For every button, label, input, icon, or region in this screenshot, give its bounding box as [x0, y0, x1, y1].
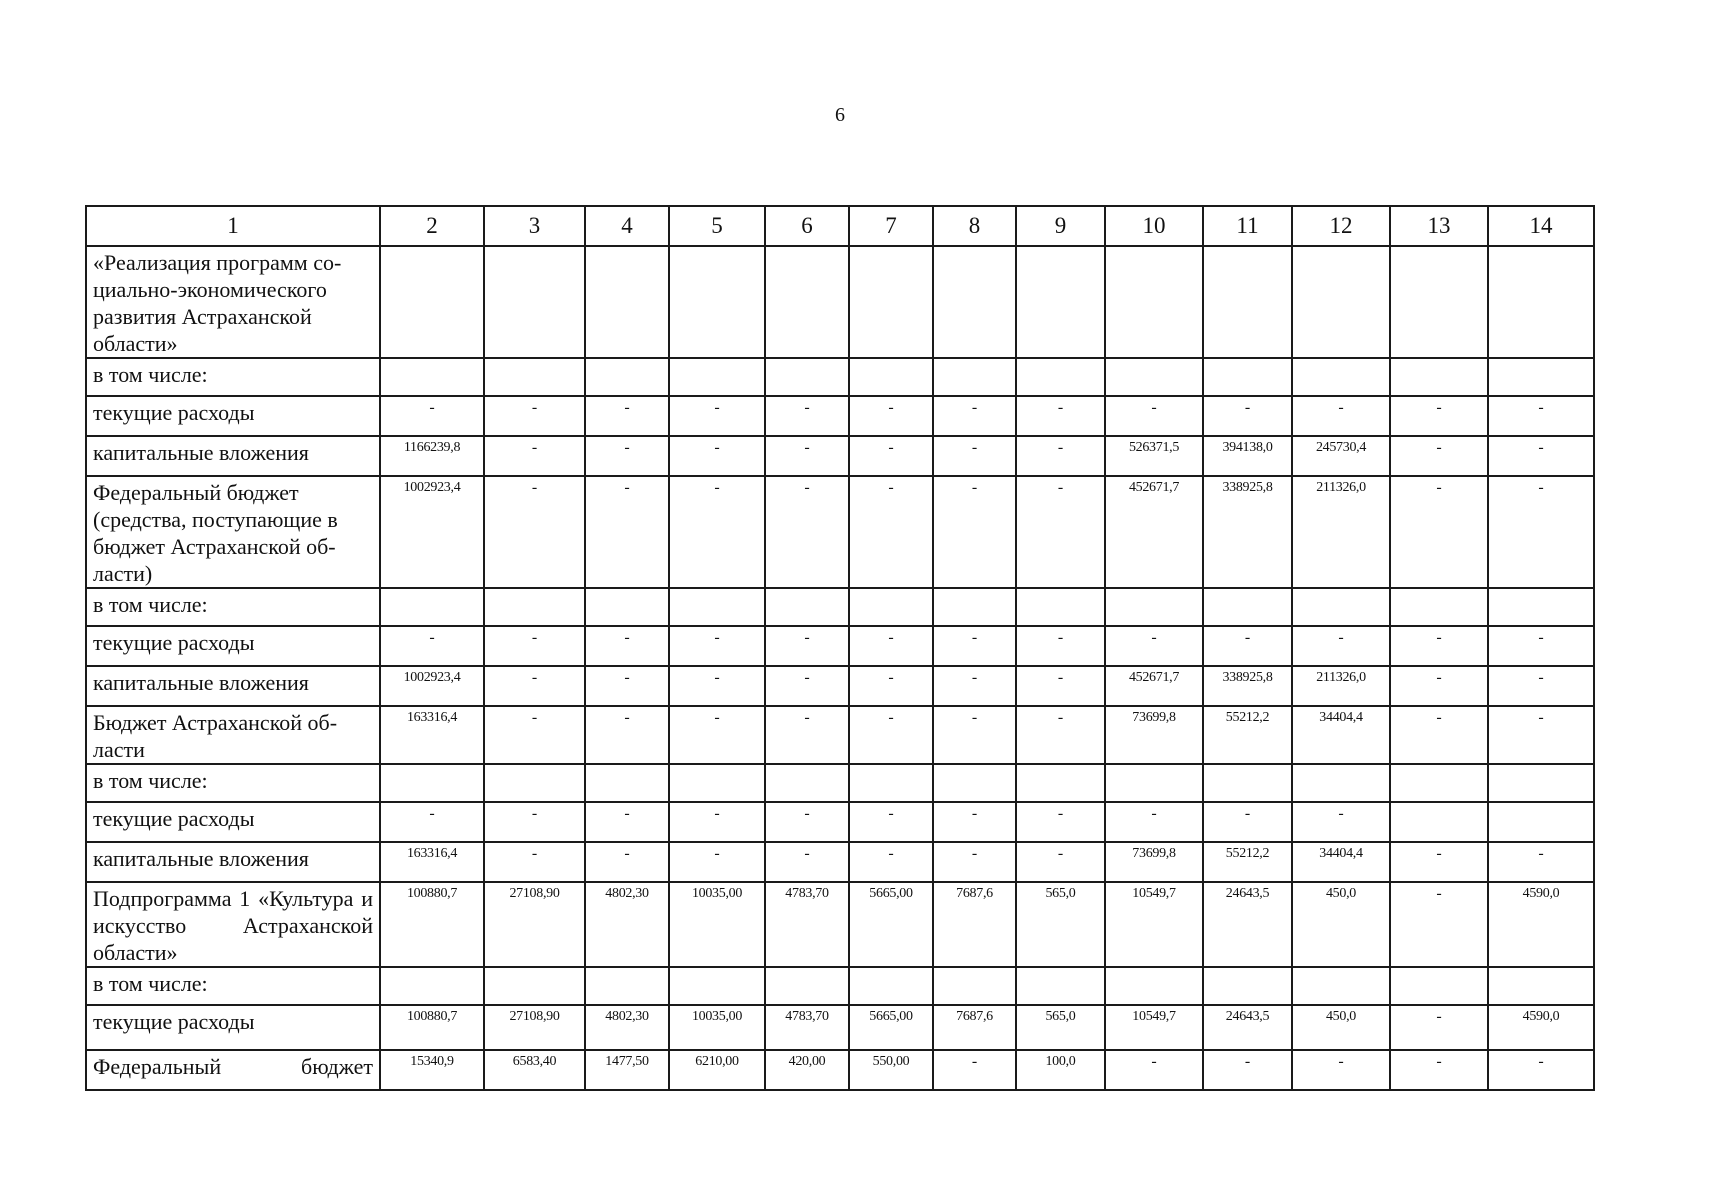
table-header-row	[86, 206, 1594, 246]
row-label: Федеральный бюджет	[86, 1050, 380, 1090]
table-cell: 163316,4	[380, 842, 484, 882]
table-cell: 7687,6	[933, 1005, 1016, 1050]
table-cell: 7687,6	[933, 882, 1016, 967]
table-cell	[1390, 802, 1488, 842]
table-cell: -	[380, 802, 484, 842]
table-cell: 1166239,8	[380, 436, 484, 476]
table-cell: -	[765, 396, 849, 436]
table-cell: -	[1488, 666, 1594, 706]
table-cell: 100,0	[1016, 1050, 1105, 1090]
table-cell	[1292, 358, 1390, 396]
table-cell: 338925,8	[1203, 666, 1292, 706]
table-cell: -	[849, 802, 933, 842]
table-cell: -	[1292, 802, 1390, 842]
table-cell: -	[484, 436, 585, 476]
table-cell: -	[765, 436, 849, 476]
table-cell: -	[1016, 396, 1105, 436]
table-cell	[1105, 588, 1203, 626]
table-cell	[380, 358, 484, 396]
column-header: 11	[1203, 206, 1292, 246]
table-row	[86, 1050, 1594, 1090]
row-label: капитальные вложения	[86, 842, 380, 882]
table-cell	[1292, 967, 1390, 1005]
table-cell	[380, 967, 484, 1005]
table-cell: 5665,00	[849, 882, 933, 967]
table-cell: 4783,70	[765, 882, 849, 967]
table-cell: -	[765, 626, 849, 666]
table-cell	[669, 358, 765, 396]
table-cell: 4590,0	[1488, 1005, 1594, 1050]
table-cell: -	[1203, 626, 1292, 666]
table-cell: -	[1390, 1050, 1488, 1090]
table-cell: -	[1292, 1050, 1390, 1090]
row-label: капитальные вложения	[86, 666, 380, 706]
table-cell: 27108,90	[484, 882, 585, 967]
table-cell: -	[669, 842, 765, 882]
table-cell	[1105, 967, 1203, 1005]
table-cell: -	[1105, 396, 1203, 436]
table-cell: -	[484, 706, 585, 764]
table-row	[86, 396, 1594, 436]
table-cell: 73699,8	[1105, 706, 1203, 764]
column-header: 3	[484, 206, 585, 246]
table-cell	[933, 588, 1016, 626]
table-cell	[669, 246, 765, 358]
column-header: 6	[765, 206, 849, 246]
row-label: текущие расходы	[86, 626, 380, 666]
table-cell: 27108,90	[484, 1005, 585, 1050]
table-cell: 450,0	[1292, 1005, 1390, 1050]
table-cell: -	[669, 436, 765, 476]
table-cell	[765, 588, 849, 626]
table-cell	[1016, 764, 1105, 802]
table-cell	[933, 764, 1016, 802]
table-cell: -	[1390, 1005, 1488, 1050]
table-cell: -	[1488, 626, 1594, 666]
table-cell: 24643,5	[1203, 882, 1292, 967]
table-cell: 1002923,4	[380, 666, 484, 706]
table-cell	[1390, 967, 1488, 1005]
table-cell: -	[669, 396, 765, 436]
table-cell: -	[669, 706, 765, 764]
table-cell: 163316,4	[380, 706, 484, 764]
table-cell	[1390, 358, 1488, 396]
table-row	[86, 706, 1594, 764]
table-cell: -	[585, 476, 669, 588]
table-cell	[585, 967, 669, 1005]
table-cell: -	[849, 706, 933, 764]
table-row	[86, 1005, 1594, 1050]
table-cell: 4783,70	[765, 1005, 849, 1050]
table-cell: -	[765, 842, 849, 882]
table-cell: 34404,4	[1292, 706, 1390, 764]
table-cell: -	[484, 666, 585, 706]
table-cell: -	[849, 436, 933, 476]
table-cell: 452671,7	[1105, 666, 1203, 706]
table-cell: -	[484, 626, 585, 666]
table-cell: -	[933, 626, 1016, 666]
table-cell	[1105, 358, 1203, 396]
table-cell	[849, 764, 933, 802]
table-cell	[1292, 246, 1390, 358]
table-cell: -	[1390, 882, 1488, 967]
table-cell	[765, 764, 849, 802]
table-cell: -	[1488, 396, 1594, 436]
table-cell	[585, 588, 669, 626]
table-cell: 211326,0	[1292, 666, 1390, 706]
column-header: 10	[1105, 206, 1203, 246]
column-header: 7	[849, 206, 933, 246]
row-label: Бюджет Астраханской об-ласти	[86, 706, 380, 764]
table-cell	[669, 764, 765, 802]
table-cell: -	[1203, 802, 1292, 842]
table-cell: 10035,00	[669, 1005, 765, 1050]
table-cell	[484, 358, 585, 396]
table-cell	[1016, 246, 1105, 358]
table-cell	[484, 588, 585, 626]
row-label: в том числе:	[86, 588, 380, 626]
table-cell: -	[1390, 436, 1488, 476]
table-cell	[484, 764, 585, 802]
table-cell: -	[1488, 842, 1594, 882]
table-cell: -	[484, 842, 585, 882]
table-cell	[1203, 764, 1292, 802]
table-cell: -	[933, 842, 1016, 882]
table-cell: 420,00	[765, 1050, 849, 1090]
table-cell: -	[1016, 476, 1105, 588]
table-cell: -	[585, 396, 669, 436]
column-header: 4	[585, 206, 669, 246]
table-cell: -	[669, 476, 765, 588]
table-cell	[669, 967, 765, 1005]
table-cell	[1016, 588, 1105, 626]
table-cell	[1488, 802, 1594, 842]
table-cell: 1002923,4	[380, 476, 484, 588]
table-cell	[669, 588, 765, 626]
table-row	[86, 967, 1594, 1005]
table-cell	[1488, 358, 1594, 396]
table-cell: 4802,30	[585, 1005, 669, 1050]
column-header: 9	[1016, 206, 1105, 246]
table-cell: -	[1390, 626, 1488, 666]
table-row	[86, 764, 1594, 802]
table-cell: -	[849, 476, 933, 588]
table-cell: -	[1292, 396, 1390, 436]
table-cell: -	[933, 666, 1016, 706]
table-cell: 4590,0	[1488, 882, 1594, 967]
table-cell: -	[1016, 706, 1105, 764]
table-cell: -	[1105, 1050, 1203, 1090]
table-cell: -	[585, 666, 669, 706]
table-cell	[1105, 246, 1203, 358]
table-cell	[849, 588, 933, 626]
table-cell	[585, 358, 669, 396]
table-cell: 211326,0	[1292, 476, 1390, 588]
row-label: текущие расходы	[86, 396, 380, 436]
table-row	[86, 802, 1594, 842]
table-cell	[1016, 358, 1105, 396]
table-cell	[933, 358, 1016, 396]
table-cell: -	[380, 396, 484, 436]
column-header: 12	[1292, 206, 1390, 246]
table-cell	[1488, 246, 1594, 358]
table-row	[86, 842, 1594, 882]
table-cell: -	[765, 476, 849, 588]
table-cell	[1292, 588, 1390, 626]
budget-table	[85, 205, 1595, 1091]
table-cell	[933, 246, 1016, 358]
table-cell: -	[484, 476, 585, 588]
table-cell: -	[849, 666, 933, 706]
table-cell: 394138,0	[1203, 436, 1292, 476]
table-cell	[1016, 967, 1105, 1005]
table-cell: 526371,5	[1105, 436, 1203, 476]
table-cell	[765, 246, 849, 358]
table-cell: 1477,50	[585, 1050, 669, 1090]
table-cell: -	[933, 706, 1016, 764]
table-cell: -	[849, 626, 933, 666]
table-cell: 565,0	[1016, 882, 1105, 967]
row-label: Подпрограмма 1 «Культура и искусство Астраханской области»	[86, 882, 380, 967]
page-number: 6	[835, 104, 845, 126]
table-cell: -	[849, 396, 933, 436]
table-cell: -	[765, 706, 849, 764]
table-cell: -	[585, 802, 669, 842]
table-cell	[933, 967, 1016, 1005]
table-cell	[1390, 246, 1488, 358]
table-cell: -	[1390, 842, 1488, 882]
table-cell: -	[765, 802, 849, 842]
table-cell	[1203, 246, 1292, 358]
table-row	[86, 626, 1594, 666]
table-cell: -	[1390, 476, 1488, 588]
row-label: «Реализация программ со-циально-экономического развития Астраханской области»	[86, 246, 380, 358]
table-cell	[1390, 588, 1488, 626]
table-row	[86, 588, 1594, 626]
table-cell	[1488, 967, 1594, 1005]
table-cell	[765, 967, 849, 1005]
table-cell: -	[669, 802, 765, 842]
table-cell: -	[669, 626, 765, 666]
table-cell: -	[1105, 802, 1203, 842]
column-header: 14	[1488, 206, 1594, 246]
table-cell	[1203, 358, 1292, 396]
table-cell: 565,0	[1016, 1005, 1105, 1050]
table-cell: 34404,4	[1292, 842, 1390, 882]
table-body	[86, 206, 1594, 1090]
table-cell	[1203, 967, 1292, 1005]
table-row	[86, 882, 1594, 967]
table-cell	[484, 246, 585, 358]
table-cell	[585, 246, 669, 358]
table-cell: -	[1016, 802, 1105, 842]
table-cell	[380, 764, 484, 802]
table-cell	[1488, 764, 1594, 802]
table-cell: -	[1203, 396, 1292, 436]
row-label: в том числе:	[86, 358, 380, 396]
column-header: 5	[669, 206, 765, 246]
table-cell: -	[1488, 476, 1594, 588]
table-cell	[484, 967, 585, 1005]
table-cell: -	[1203, 1050, 1292, 1090]
table-cell: -	[933, 396, 1016, 436]
table-cell: -	[933, 436, 1016, 476]
table-cell: 6583,40	[484, 1050, 585, 1090]
row-label: капитальные вложения	[86, 436, 380, 476]
table-cell: -	[1488, 706, 1594, 764]
table-cell: -	[1016, 436, 1105, 476]
table-row	[86, 358, 1594, 396]
table-cell: -	[933, 1050, 1016, 1090]
column-header: 2	[380, 206, 484, 246]
table-cell: 55212,2	[1203, 706, 1292, 764]
table-cell: 24643,5	[1203, 1005, 1292, 1050]
table-cell: 338925,8	[1203, 476, 1292, 588]
table-cell: 10549,7	[1105, 882, 1203, 967]
table-row	[86, 436, 1594, 476]
table-cell: -	[585, 706, 669, 764]
table-cell	[1105, 764, 1203, 802]
table-cell: 4802,30	[585, 882, 669, 967]
table-cell: -	[1292, 626, 1390, 666]
table-cell: -	[1488, 1050, 1594, 1090]
table-cell: 450,0	[1292, 882, 1390, 967]
table-cell: -	[484, 396, 585, 436]
table-cell	[1292, 764, 1390, 802]
table-cell	[380, 246, 484, 358]
table-cell	[849, 358, 933, 396]
column-header: 8	[933, 206, 1016, 246]
table-cell: -	[1390, 666, 1488, 706]
table-cell: -	[933, 476, 1016, 588]
row-label: Федеральный бюджет (средства, поступающие в бюджет Астраханской об-ласти)	[86, 476, 380, 588]
table-cell	[849, 967, 933, 1005]
table-cell: -	[1390, 396, 1488, 436]
table-cell: -	[669, 666, 765, 706]
table-cell: -	[1016, 842, 1105, 882]
table-cell	[1203, 588, 1292, 626]
table-cell: -	[1016, 666, 1105, 706]
table-cell: -	[1390, 706, 1488, 764]
table-cell: 100880,7	[380, 1005, 484, 1050]
row-label: в том числе:	[86, 764, 380, 802]
table-cell	[1390, 764, 1488, 802]
table-cell: -	[585, 842, 669, 882]
table-cell: -	[765, 666, 849, 706]
table-cell: 73699,8	[1105, 842, 1203, 882]
table-row	[86, 476, 1594, 588]
table-cell: 100880,7	[380, 882, 484, 967]
table-cell	[585, 764, 669, 802]
table-cell: 5665,00	[849, 1005, 933, 1050]
table-cell	[765, 358, 849, 396]
table-cell: 452671,7	[1105, 476, 1203, 588]
table-cell: 10035,00	[669, 882, 765, 967]
row-label: в том числе:	[86, 967, 380, 1005]
table-cell: -	[849, 842, 933, 882]
table-cell: 245730,4	[1292, 436, 1390, 476]
table-cell: -	[933, 802, 1016, 842]
column-header: 1	[86, 206, 380, 246]
table-row	[86, 666, 1594, 706]
table-cell: -	[1488, 436, 1594, 476]
table-cell: 10549,7	[1105, 1005, 1203, 1050]
table-cell: -	[1016, 626, 1105, 666]
table-cell: 550,00	[849, 1050, 933, 1090]
column-header: 13	[1390, 206, 1488, 246]
table-cell: 55212,2	[1203, 842, 1292, 882]
table-cell: -	[585, 626, 669, 666]
table-cell: -	[380, 626, 484, 666]
table-cell: 15340,9	[380, 1050, 484, 1090]
table-cell	[1488, 588, 1594, 626]
table-cell: -	[484, 802, 585, 842]
table-row	[86, 246, 1594, 358]
table-cell	[849, 246, 933, 358]
table-cell: -	[585, 436, 669, 476]
table-cell	[380, 588, 484, 626]
row-label: текущие расходы	[86, 1005, 380, 1050]
table-cell: -	[1105, 626, 1203, 666]
row-label: текущие расходы	[86, 802, 380, 842]
table-cell: 6210,00	[669, 1050, 765, 1090]
